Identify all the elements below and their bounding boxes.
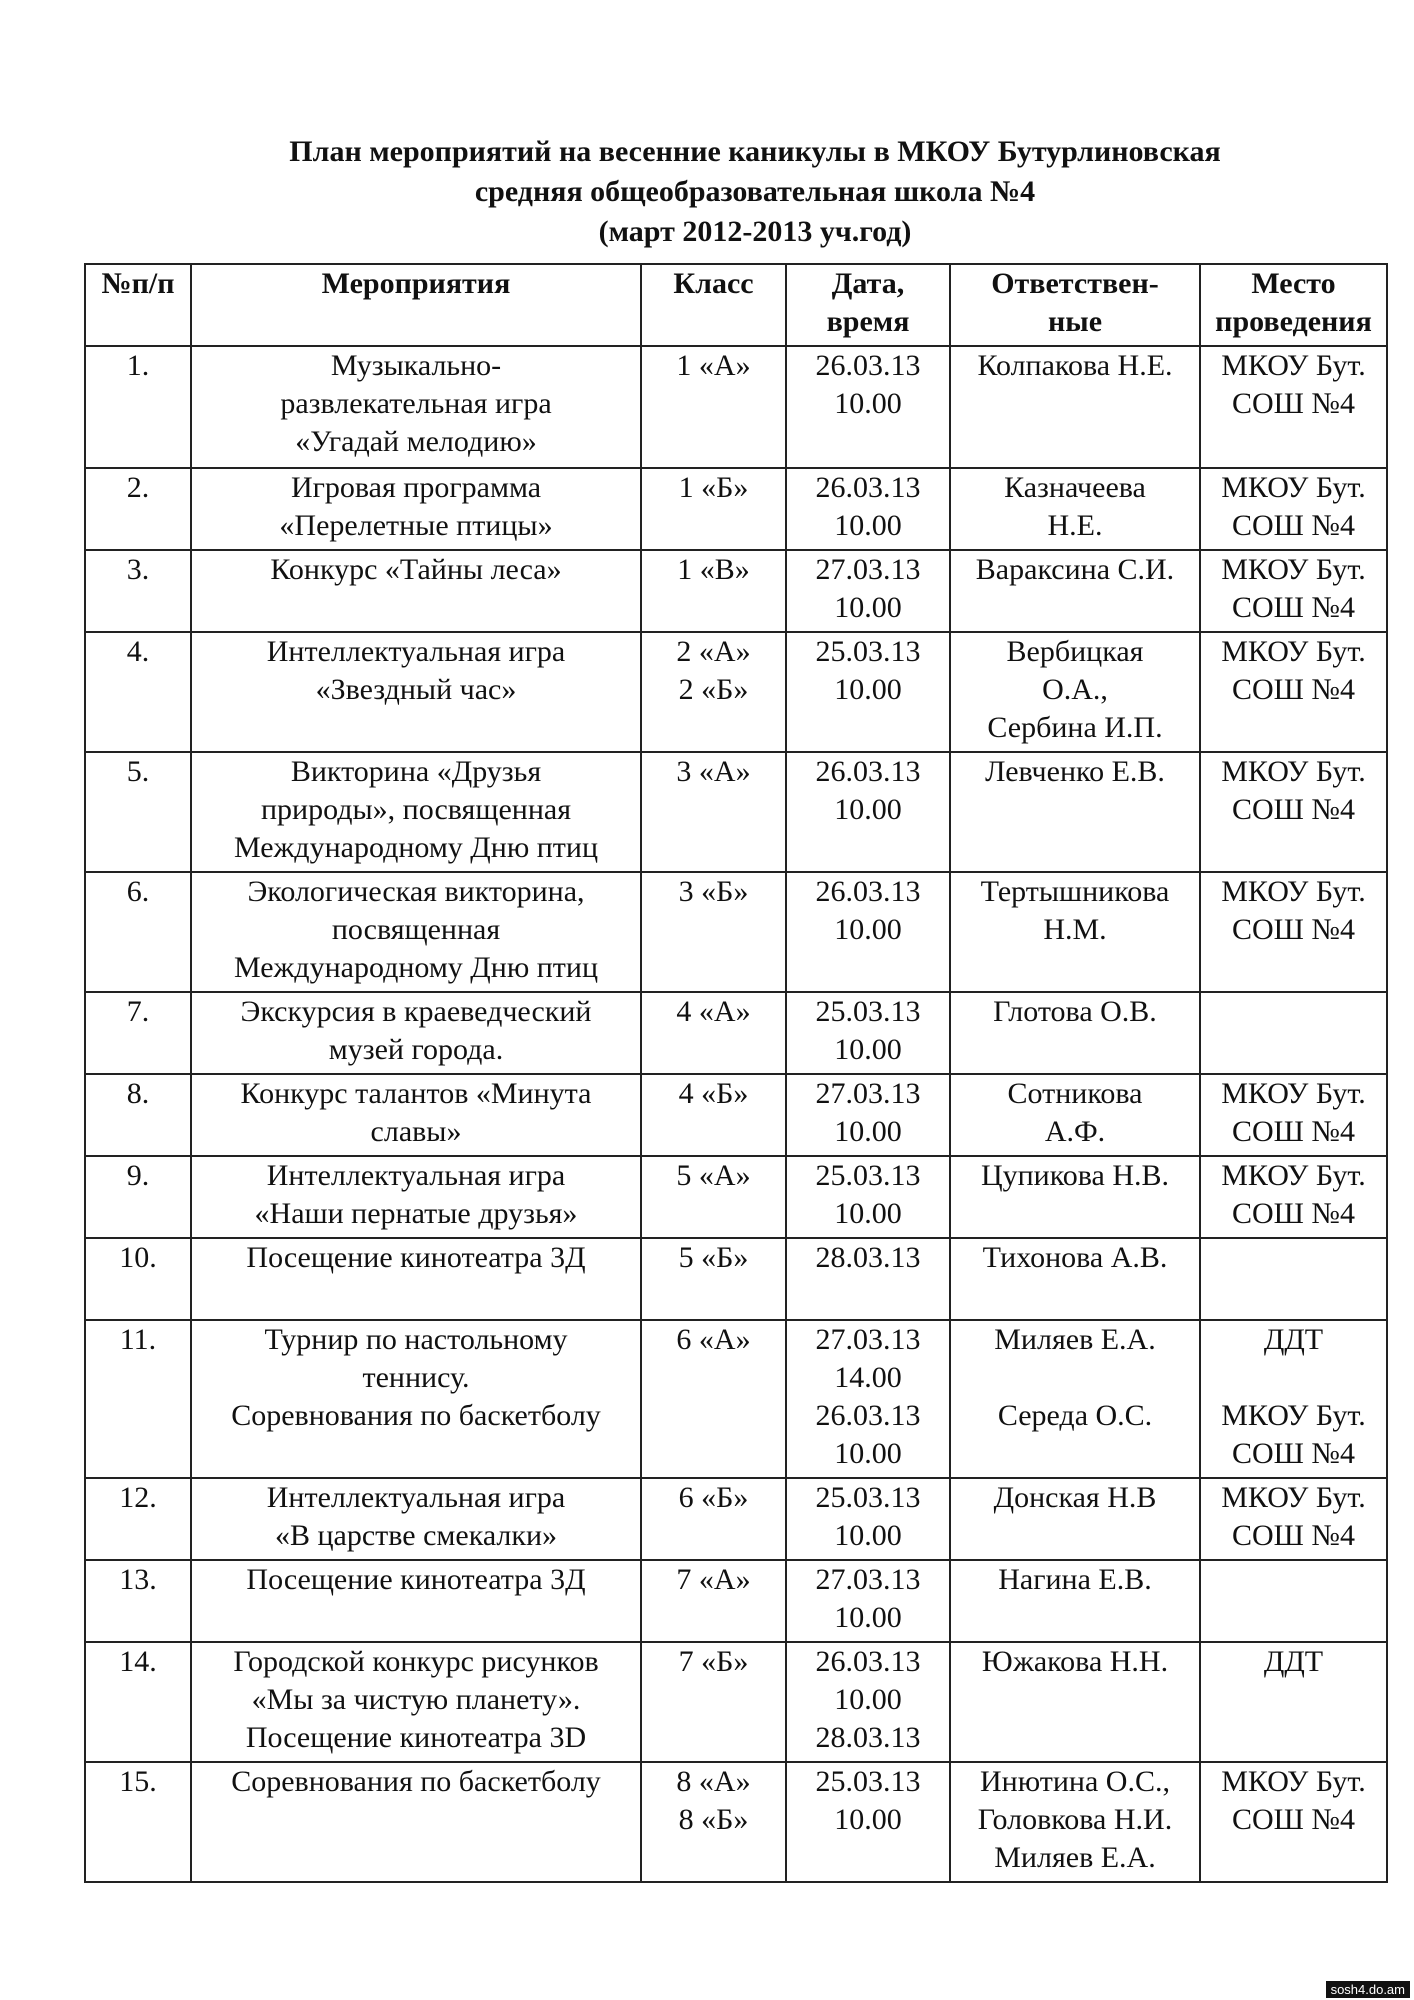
- cell-responsible-line: [955, 1359, 1195, 1397]
- cell-class: [641, 1238, 786, 1320]
- cell-place: [1200, 632, 1387, 752]
- header-place: [1200, 264, 1387, 346]
- header-place-line: проведения: [1215, 305, 1372, 338]
- cell-place: [1200, 1156, 1387, 1238]
- cell-date-time-line: 10.00: [834, 673, 902, 706]
- cell-event: [191, 1642, 641, 1762]
- cell-place-line: [1205, 1561, 1382, 1599]
- cell-event: [191, 992, 641, 1074]
- cell-class-line: 7 «Б»: [678, 1645, 749, 1678]
- table-row: [85, 1560, 1387, 1642]
- cell-number: [85, 1156, 191, 1238]
- cell-responsible: [950, 346, 1200, 468]
- table-row: [85, 1320, 1387, 1478]
- cell-date-time-line: 26.03.13: [815, 471, 921, 504]
- cell-responsible-line: Тертышникова: [980, 875, 1170, 908]
- cell-responsible-line: Донская Н.В: [993, 1481, 1157, 1514]
- cell-event-line: Конкурс талантов «Минута: [240, 1077, 592, 1110]
- cell-responsible-line: Глотова О.В.: [993, 995, 1157, 1028]
- cell-date-time-line: 14.00: [834, 1361, 902, 1394]
- cell-date-time-line: 26.03.13: [815, 1399, 921, 1432]
- cell-date-time-line: 26.03.13: [815, 1645, 921, 1678]
- cell-class-line: 2 «А»: [676, 635, 751, 668]
- title-line-3: (март 2012-2013 уч.год): [598, 215, 912, 248]
- cell-event-line: музей города.: [328, 1033, 504, 1066]
- cell-number-line: 5.: [126, 755, 150, 788]
- cell-date-time: [786, 1320, 950, 1478]
- cell-class: [641, 550, 786, 632]
- table-row: [85, 1156, 1387, 1238]
- cell-date-time: [786, 752, 950, 872]
- cell-responsible-line: Н.М.: [1043, 913, 1107, 946]
- cell-date-time-line: 10.00: [834, 387, 902, 420]
- cell-number-line: 3.: [126, 553, 150, 586]
- cell-place: [1200, 1478, 1387, 1560]
- cell-place: [1200, 1762, 1387, 1882]
- cell-responsible-line: Головкова Н.И.: [977, 1803, 1173, 1836]
- cell-place-line: ДДТ: [1263, 1645, 1324, 1678]
- events-table: [84, 263, 1388, 1883]
- cell-number: [85, 550, 191, 632]
- table-row: [85, 752, 1387, 872]
- cell-event-line: «Перелетные птицы»: [279, 509, 553, 542]
- cell-responsible-line: Левченко Е.В.: [985, 755, 1165, 788]
- cell-class-line: 8 «Б»: [678, 1803, 749, 1836]
- cell-event-line: «Угадай мелодию»: [295, 425, 537, 458]
- cell-responsible-line: Сотникова: [1007, 1077, 1143, 1110]
- cell-class: [641, 468, 786, 550]
- cell-responsible-line: Инютина О.С.,: [980, 1765, 1170, 1798]
- cell-date-time-line: 26.03.13: [815, 349, 921, 382]
- table-row: [85, 1762, 1387, 1882]
- cell-date-time: [786, 872, 950, 992]
- cell-date-time-line: 28.03.13: [815, 1241, 921, 1274]
- cell-place: [1200, 1238, 1387, 1320]
- cell-date-time-line: 25.03.13: [815, 1159, 921, 1192]
- table-body: [85, 346, 1387, 1882]
- header-event: [191, 264, 641, 346]
- cell-event: [191, 1074, 641, 1156]
- cell-place: [1200, 752, 1387, 872]
- cell-number: [85, 632, 191, 752]
- cell-event-line: посвященная: [331, 913, 501, 946]
- cell-date-time-line: 10.00: [834, 913, 902, 946]
- cell-place-line: [1205, 1239, 1382, 1277]
- cell-event: [191, 752, 641, 872]
- cell-event-line: Соревнования по баскетболу: [231, 1765, 601, 1798]
- cell-date-time-line: 27.03.13: [815, 1323, 921, 1356]
- cell-number: [85, 872, 191, 992]
- cell-date-time: [786, 1238, 950, 1320]
- cell-class-line: 4 «А»: [676, 995, 751, 1028]
- cell-event-line: Международному Дню птиц: [233, 951, 599, 984]
- cell-number: [85, 346, 191, 468]
- cell-number-line: 7.: [126, 995, 150, 1028]
- cell-event-line: «Мы за чистую планету».: [251, 1683, 581, 1716]
- table-row: [85, 992, 1387, 1074]
- cell-event-line: развлекательная игра: [280, 387, 552, 420]
- cell-event-line: Посещение кинотеатра 3Д: [246, 1563, 586, 1596]
- cell-class-line: 3 «Б»: [678, 875, 749, 908]
- cell-responsible: [950, 632, 1200, 752]
- cell-responsible: [950, 1642, 1200, 1762]
- cell-number-line: 13.: [119, 1563, 157, 1596]
- table-row: [85, 550, 1387, 632]
- cell-date-time: [786, 468, 950, 550]
- cell-number-line: 10.: [119, 1241, 157, 1274]
- cell-event-line: славы»: [370, 1115, 462, 1148]
- cell-event-line: Турнир по настольному: [264, 1323, 568, 1356]
- cell-place: [1200, 872, 1387, 992]
- cell-date-time-line: 10.00: [834, 1115, 902, 1148]
- cell-place-line: СОШ №4: [1231, 591, 1356, 624]
- cell-place: [1200, 1320, 1387, 1478]
- cell-place-line: СОШ №4: [1231, 509, 1356, 542]
- cell-event-line: Викторина «Друзья: [290, 755, 542, 788]
- cell-event-line: Посещение кинотеатра 3D: [245, 1721, 587, 1754]
- table-row: [85, 632, 1387, 752]
- cell-place: [1200, 1560, 1387, 1642]
- cell-responsible-line: Цупикова Н.В.: [980, 1159, 1170, 1192]
- cell-class-line: 2 «Б»: [678, 673, 749, 706]
- cell-date-time-line: 10.00: [834, 509, 902, 542]
- cell-event: [191, 872, 641, 992]
- cell-place: [1200, 1074, 1387, 1156]
- cell-date-time: [786, 1560, 950, 1642]
- cell-number: [85, 1238, 191, 1320]
- cell-responsible-line: Нагина Е.В.: [998, 1563, 1152, 1596]
- table-row: [85, 1642, 1387, 1762]
- cell-class-line: 5 «Б»: [678, 1241, 749, 1274]
- cell-event-line: «Звездный час»: [315, 673, 517, 706]
- cell-event: [191, 1560, 641, 1642]
- cell-responsible: [950, 550, 1200, 632]
- cell-event-line: Музыкально-: [330, 349, 502, 382]
- cell-event-line: Интеллектуальная игра: [266, 1481, 566, 1514]
- cell-date-time-line: 10.00: [834, 1683, 902, 1716]
- cell-date-time-line: 10.00: [834, 793, 902, 826]
- cell-event-line: Интеллектуальная игра: [266, 1159, 566, 1192]
- cell-date-time-line: 10.00: [834, 591, 902, 624]
- cell-place-line: МКОУ Бут.: [1221, 875, 1366, 908]
- cell-place: [1200, 346, 1387, 468]
- cell-event: [191, 1238, 641, 1320]
- cell-class: [641, 1560, 786, 1642]
- cell-responsible: [950, 1156, 1200, 1238]
- cell-date-time: [786, 1642, 950, 1762]
- cell-number-line: 11.: [119, 1323, 157, 1356]
- cell-date-time-line: 28.03.13: [815, 1721, 921, 1754]
- cell-event-line: Экологическая викторина,: [247, 875, 585, 908]
- cell-event-line: Посещение кинотеатра 3Д: [246, 1241, 586, 1274]
- document-title: [0, 132, 1414, 252]
- cell-class-line: 6 «А»: [676, 1323, 751, 1356]
- cell-number-line: 2.: [126, 471, 150, 504]
- cell-number: [85, 1762, 191, 1882]
- cell-date-time-line: 10.00: [834, 1601, 902, 1634]
- cell-date-time: [786, 346, 950, 468]
- cell-date-time: [786, 632, 950, 752]
- cell-class: [641, 752, 786, 872]
- header-num-line: №п/п: [101, 267, 175, 300]
- table-header-row: [85, 264, 1387, 346]
- cell-number-line: 15.: [119, 1765, 157, 1798]
- cell-date-time-line: 10.00: [834, 1033, 902, 1066]
- cell-responsible-line: Сербина И.П.: [987, 711, 1163, 744]
- cell-place-line: СОШ №4: [1231, 1197, 1356, 1230]
- cell-class-line: 4 «Б»: [678, 1077, 749, 1110]
- cell-number: [85, 992, 191, 1074]
- header-date: [786, 264, 950, 346]
- cell-event-line: Игровая программа: [290, 471, 542, 504]
- cell-responsible: [950, 992, 1200, 1074]
- cell-place-line: МКОУ Бут.: [1221, 1077, 1366, 1110]
- cell-date-time: [786, 1074, 950, 1156]
- header-num: [85, 264, 191, 346]
- cell-class: [641, 992, 786, 1074]
- cell-place-line: МКОУ Бут.: [1221, 1159, 1366, 1192]
- cell-responsible-line: Середа О.С.: [997, 1399, 1153, 1432]
- cell-number: [85, 468, 191, 550]
- cell-event-line: природы», посвященная: [261, 793, 571, 826]
- cell-number-line: 8.: [126, 1077, 150, 1110]
- table-row: [85, 346, 1387, 468]
- cell-number: [85, 1320, 191, 1478]
- cell-place: [1200, 550, 1387, 632]
- cell-number-line: 12.: [119, 1481, 157, 1514]
- cell-number-line: 4.: [126, 635, 150, 668]
- cell-event-line: Соревнования по баскетболу: [231, 1399, 601, 1432]
- cell-place-line: МКОУ Бут.: [1221, 1765, 1366, 1798]
- cell-place-line: МКОУ Бут.: [1221, 755, 1366, 788]
- cell-responsible: [950, 1320, 1200, 1478]
- table-row: [85, 1478, 1387, 1560]
- cell-responsible-line: Вараксина С.И.: [975, 553, 1175, 586]
- cell-date-time-line: 25.03.13: [815, 1481, 921, 1514]
- cell-event: [191, 632, 641, 752]
- cell-place-line: МКОУ Бут.: [1221, 1481, 1366, 1514]
- cell-event: [191, 1156, 641, 1238]
- cell-number-line: 14.: [119, 1645, 157, 1678]
- cell-date-time-line: 10.00: [834, 1437, 902, 1470]
- cell-responsible-line: Н.Е.: [1047, 509, 1103, 542]
- cell-event: [191, 550, 641, 632]
- cell-event-line: теннису.: [362, 1361, 470, 1394]
- cell-class: [641, 1074, 786, 1156]
- cell-place-line: МКОУ Бут.: [1221, 553, 1366, 586]
- cell-class-line: 1 «В»: [677, 553, 750, 586]
- cell-place: [1200, 468, 1387, 550]
- table-row: [85, 468, 1387, 550]
- cell-date-time-line: 10.00: [834, 1803, 902, 1836]
- cell-number-line: 6.: [126, 875, 150, 908]
- cell-class: [641, 1156, 786, 1238]
- cell-event-line: Экскурсия в краеведческий: [240, 995, 592, 1028]
- cell-date-time: [786, 1762, 950, 1882]
- header-responsible-line: ные: [1047, 305, 1103, 338]
- cell-responsible-line: Миляев Е.А.: [994, 1323, 1156, 1356]
- cell-class: [641, 872, 786, 992]
- cell-responsible-line: Казначеева: [1004, 471, 1146, 504]
- cell-class: [641, 346, 786, 468]
- cell-event: [191, 1320, 641, 1478]
- cell-responsible: [950, 1074, 1200, 1156]
- cell-date-time-line: 10.00: [834, 1197, 902, 1230]
- cell-class-line: 1 «А»: [676, 349, 751, 382]
- cell-place-line: МКОУ Бут.: [1221, 349, 1366, 382]
- cell-class: [641, 1478, 786, 1560]
- cell-class: [641, 632, 786, 752]
- cell-place-line: СОШ №4: [1231, 673, 1356, 706]
- cell-place-line: СОШ №4: [1231, 387, 1356, 420]
- cell-place-line: [1205, 1359, 1382, 1397]
- cell-responsible: [950, 468, 1200, 550]
- cell-place-line: МКОУ Бут.: [1221, 471, 1366, 504]
- cell-responsible: [950, 1238, 1200, 1320]
- cell-number: [85, 1478, 191, 1560]
- cell-responsible: [950, 1560, 1200, 1642]
- cell-place-line: МКОУ Бут.: [1221, 1399, 1366, 1432]
- cell-responsible-line: Колпакова Н.Е.: [977, 349, 1173, 382]
- title-line-1: План мероприятий на весенние каникулы в МКОУ Бутурлиновская: [289, 135, 1221, 168]
- cell-date-time: [786, 550, 950, 632]
- cell-event-line: «Наши пернатые друзья»: [254, 1197, 578, 1230]
- cell-responsible-line: Тихонова А.В.: [982, 1241, 1168, 1274]
- header-responsible-line: Ответствен-: [991, 267, 1159, 300]
- cell-responsible: [950, 752, 1200, 872]
- cell-date-time-line: 10.00: [834, 1519, 902, 1552]
- cell-event-line: Международному Дню птиц: [233, 831, 599, 864]
- table-row: [85, 1074, 1387, 1156]
- cell-date-time-line: 25.03.13: [815, 1765, 921, 1798]
- cell-place-line: СОШ №4: [1231, 913, 1356, 946]
- cell-place-line: ДДТ: [1263, 1323, 1324, 1356]
- cell-class: [641, 1320, 786, 1478]
- cell-date-time-line: 27.03.13: [815, 1563, 921, 1596]
- cell-date-time-line: 26.03.13: [815, 755, 921, 788]
- cell-class-line: 6 «Б»: [678, 1481, 749, 1514]
- cell-date-time-line: 27.03.13: [815, 1077, 921, 1110]
- cell-responsible-line: Вербицкая: [1006, 635, 1144, 668]
- cell-date-time-line: 25.03.13: [815, 635, 921, 668]
- cell-responsible: [950, 1762, 1200, 1882]
- cell-class-line: 7 «А»: [676, 1563, 751, 1596]
- cell-place-line: СОШ №4: [1231, 1519, 1356, 1552]
- cell-date-time-line: 27.03.13: [815, 553, 921, 586]
- header-date-line: время: [826, 305, 910, 338]
- cell-event-line: Конкурс «Тайны леса»: [270, 553, 562, 586]
- cell-event-line: Городской конкурс рисунков: [233, 1645, 599, 1678]
- cell-class-line: 3 «А»: [676, 755, 751, 788]
- cell-number: [85, 752, 191, 872]
- cell-place-line: СОШ №4: [1231, 793, 1356, 826]
- cell-place: [1200, 992, 1387, 1074]
- cell-number-line: 9.: [126, 1159, 150, 1192]
- header-responsible: [950, 264, 1200, 346]
- table-row: [85, 872, 1387, 992]
- header-class: [641, 264, 786, 346]
- cell-class-line: 1 «Б»: [678, 471, 749, 504]
- cell-event-line: Интеллектуальная игра: [266, 635, 566, 668]
- cell-date-time-line: 26.03.13: [815, 875, 921, 908]
- cell-event: [191, 1762, 641, 1882]
- header-event-line: Мероприятия: [321, 267, 511, 300]
- cell-class-line: 5 «А»: [676, 1159, 751, 1192]
- header-class-line: Класс: [673, 267, 754, 300]
- cell-event: [191, 346, 641, 468]
- table-row: [85, 1238, 1387, 1320]
- cell-number: [85, 1074, 191, 1156]
- cell-event-line: «В царстве смекалки»: [274, 1519, 558, 1552]
- cell-responsible-line: О.А.,: [1042, 673, 1108, 706]
- cell-responsible: [950, 872, 1200, 992]
- header-place-line: Место: [1251, 267, 1336, 300]
- cell-event: [191, 468, 641, 550]
- cell-place-line: СОШ №4: [1231, 1437, 1356, 1470]
- cell-place-line: СОШ №4: [1231, 1803, 1356, 1836]
- cell-number: [85, 1560, 191, 1642]
- cell-date-time: [786, 1478, 950, 1560]
- cell-responsible: [950, 1478, 1200, 1560]
- cell-date-time: [786, 992, 950, 1074]
- header-date-line: Дата,: [831, 267, 905, 300]
- cell-class: [641, 1762, 786, 1882]
- cell-date-time-line: 25.03.13: [815, 995, 921, 1028]
- cell-number-line: 1.: [126, 349, 150, 382]
- cell-place-line: МКОУ Бут.: [1221, 635, 1366, 668]
- cell-date-time: [786, 1156, 950, 1238]
- title-line-2: средняя общеобразовательная школа №4: [474, 175, 1036, 208]
- cell-class: [641, 1642, 786, 1762]
- corner-site-mark: sosh4.do.am: [1326, 1981, 1410, 1998]
- cell-event: [191, 1478, 641, 1560]
- cell-place: [1200, 1642, 1387, 1762]
- cell-class-line: 8 «А»: [676, 1765, 751, 1798]
- cell-place-line: СОШ №4: [1231, 1115, 1356, 1148]
- cell-responsible-line: А.Ф.: [1044, 1115, 1106, 1148]
- cell-responsible-line: Миляев Е.А.: [994, 1841, 1156, 1874]
- cell-number: [85, 1642, 191, 1762]
- cell-place-line: [1205, 993, 1382, 1031]
- cell-responsible-line: Южакова Н.Н.: [981, 1645, 1169, 1678]
